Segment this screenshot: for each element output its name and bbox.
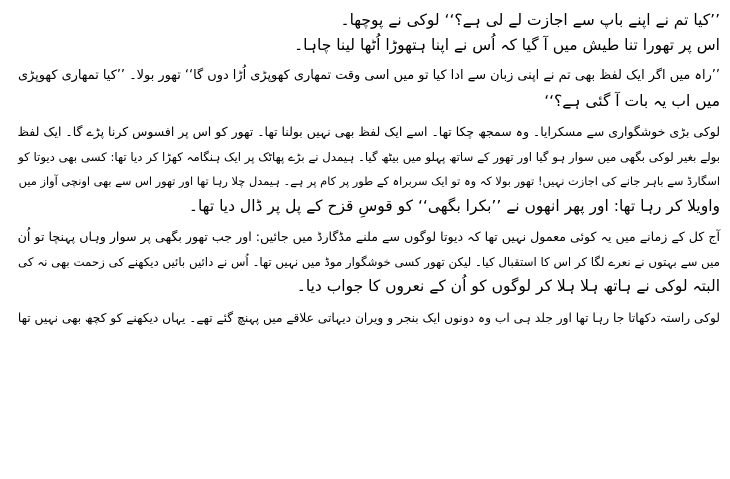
text-line: میں اب یہ بات آ گئی ہے؟‘‘ bbox=[544, 91, 720, 110]
paragraph-3 bbox=[10, 120, 720, 218]
text-line: اسگارڈ سے باہر جانے کی اجازت نہیں! تھور بولا کہ وہ تو ایک سربراہ کے طور پر کام پر ہے۔ ہیمدل چلا رہا تھا اور تھور اس سے بھی اونچی آواز میں bbox=[18, 174, 720, 188]
paragraph-4 bbox=[10, 225, 720, 299]
text-line: بولے بغیر لوکی بگھی میں سوار ہو گیا اور تھور کے ساتھ پہلو میں بیٹھ گیا۔ ہیمدل نے بڑے پھاٹک پر ایک ہنگامہ کھڑا کر دیا تھا: کسی بھی دیوتا کو bbox=[18, 149, 720, 164]
text-line: اس پر تھورا تنا طیش میں آ گیا کہ اُس نے اپنا ہتھوڑا اُٹھا لینا چاہا۔ bbox=[294, 35, 720, 54]
paragraph-1 bbox=[10, 8, 720, 57]
text-line: لوکی راستہ دکھاتا جا رہا تھا اور جلد ہی اب وہ دونوں ایک بنجر و ویران دیہاتی علاقے میں پہنچ گئے تھے۔ یہاں دیکھنے کو کچھ بھی نہیں تھا bbox=[17, 310, 720, 325]
text-line: واویلا کر رہا تھا: اور پھر انھوں نے ’’بکرا بگھی‘‘ کو قوسِ قزح کے پل پر ڈال دیا تھا۔ bbox=[188, 196, 720, 215]
paragraph-5 bbox=[10, 306, 720, 331]
text-line: میں سے بہتوں نے نعرے لگا کر اس کا استقبال کیا۔ لیکن تھور کسی خوشگوار موڈ میں نہیں تھا۔ اُس نے دائیں بائیں دیکھنے کی زحمت بھی نہ کی bbox=[18, 254, 720, 269]
urdu-text-body bbox=[10, 8, 720, 337]
text-line: البتہ لوکی نے ہاتھ ہلا ہلا کر لوگوں کو اُن کے نعروں کا جواب دیا۔ bbox=[296, 277, 720, 295]
text-line: ’’کیا تم نے اپنے باپ سے اجازت لے لی ہے؟‘‘ لوکی نے پوچھا۔ bbox=[340, 11, 720, 29]
text-line: آج کل کے زمانے میں یہ کوئی معمول نہیں تھا کہ دیوتا لوگوں سے ملنے مڈگارڈ میں جائیں: اور جب تھور بگھی پر سوار وہاں پہنچا تو اُن bbox=[17, 229, 720, 244]
text-line: ’’راہ میں اگر ایک لفظ بھی تم نے اپنی زبان سے ادا کیا تو میں اسی وقت تمھاری کھوپڑی اُڑا دوں گا‘‘ تھور بولا۔ ’’کیا تمھاری کھوپڑی bbox=[17, 68, 720, 83]
text-line: لوکی بڑی خوشگواری سے مسکرایا۔ وہ سمجھ چکا تھا۔ اسے ایک لفظ بھی نہیں بولنا تھا۔ تھور کو اس پر افسوس کرنا پڑے گا۔ ایک لفظ bbox=[17, 124, 720, 139]
paragraph-2 bbox=[10, 64, 720, 113]
